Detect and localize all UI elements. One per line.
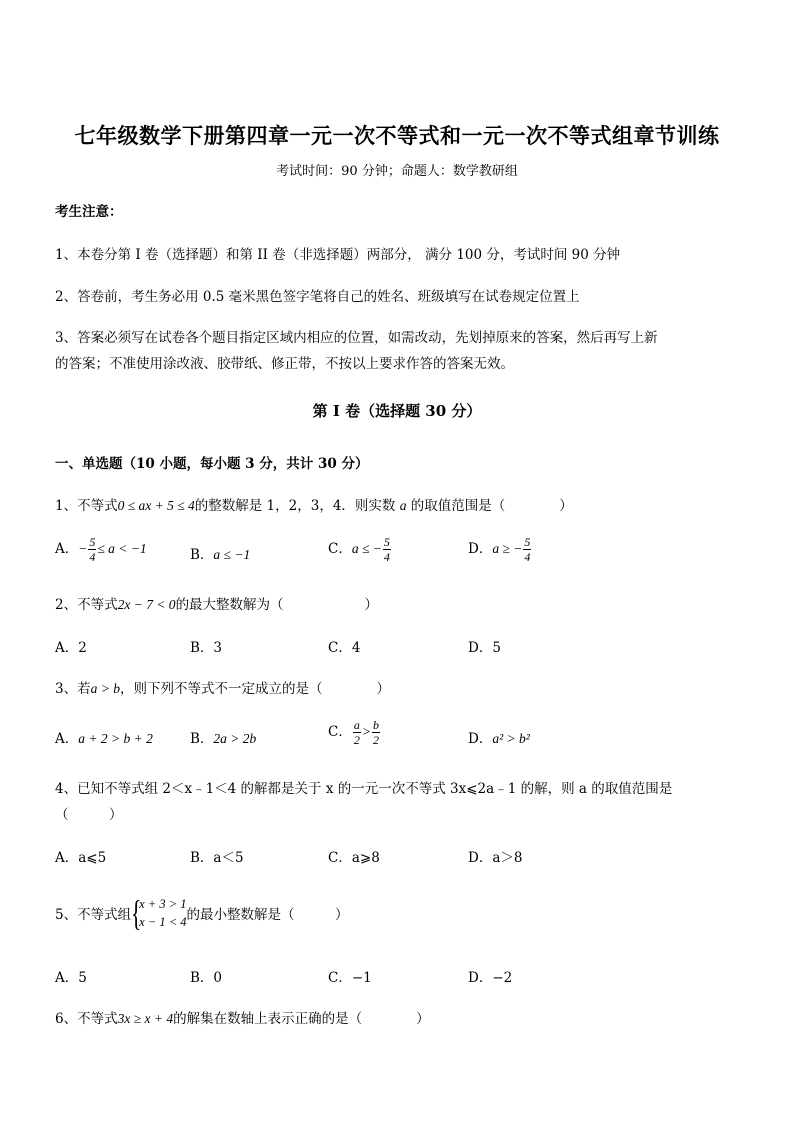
q6-expression: 3x ≥ x + 4 [117,1011,174,1026]
q1-option-b[interactable]: B．a ≤ −1 [190,547,251,563]
notice-heading: 考生注意： [55,204,123,220]
fraction: $\frac{5}{4}$ [89,535,96,564]
q5-option-a[interactable]: A．5 [55,970,87,986]
brace-icon: { [131,893,142,933]
question-2: 2、不等式2x − 7 < 0的最大整数解为（ ） [55,597,379,613]
exam-info: 考试时间：90 分钟；命题人：数学教研组 [276,164,518,179]
q2-option-d[interactable]: D．5 [468,640,501,656]
q4-option-d[interactable]: D．a＞8 [468,850,523,866]
question-5: 5、不等式组 { x + 3 > 1 x − 1 < 4 的最小整数解是（ ） [55,893,349,933]
q3-option-c[interactable]: C． $\frac{a}{2}$ > $\frac{b}{2}$ [328,718,379,747]
q5-option-b[interactable]: B．0 [190,970,223,986]
q3-option-d[interactable]: D．a² > b² [468,731,530,747]
notice-item-3: 3、答案必须写在试卷各个题目指定区域内相应的位置，如需改动，先划掉原来的答案，然后再写上新 [55,330,658,346]
q4-option-c[interactable]: C．a⩾8 [328,850,380,866]
fraction: $\frac{5}{4}$ [383,535,390,564]
question-6: 6、不等式3x ≥ x + 4的解集在数轴上表示正确的是（ ） [55,1011,430,1027]
q4-option-b[interactable]: B．a＜5 [190,850,244,866]
question-4: 4、已知不等式组 2＜x﹣1＜4 的解都是关于 x 的一元一次不等式 3x⩽2a﹣1 的解，则 a 的取值范围是 [55,781,673,797]
fraction: $\frac{a}{2}$ [353,718,360,747]
section-title: 第 I 卷（选择题 30 分） [312,402,482,420]
fraction: $\frac{5}{4}$ [524,535,531,564]
q1-expression: 0 ≤ ax + 5 ≤ 4 [117,498,195,513]
q4-option-a[interactable]: A．a⩽5 [55,850,107,866]
question-3: 3、若a > b，则下列不等式不一定成立的是（ ） [55,681,390,697]
notice-item-3-cont: 的答案；不准使用涂改液、胶带纸、修正带，不按以上要求作答的答案无效。 [55,356,514,372]
q1-option-c[interactable]: C．a ≤ − $\frac{5}{4}$ [328,535,390,564]
q1-option-d[interactable]: D．a ≥ − $\frac{5}{4}$ [468,535,531,564]
q3-option-b[interactable]: B．2a > 2b [190,731,257,747]
question-4-cont: （ ） [55,807,123,823]
q5-option-c[interactable]: C．−1 [328,970,372,986]
page-title: 七年级数学下册第四章一元一次不等式和一元一次不等式组章节训练 [74,123,720,148]
q5-option-d[interactable]: D．−2 [468,970,513,986]
q3-expression: a > b [90,681,120,696]
fraction: $\frac{b}{2}$ [372,718,379,747]
inequality-system: { x + 3 > 1 x − 1 < 4 [131,893,187,933]
q1-option-a[interactable]: A．− $\frac{5}{4}$ ≤ a < −1 [55,535,147,564]
q3-option-a[interactable]: A．a + 2 > b + 2 [55,731,153,747]
q2-expression: 2x − 7 < 0 [117,597,176,612]
q2-option-b[interactable]: B．3 [190,640,223,656]
notice-item-1: 1、本卷分第 I 卷（选择题）和第 II 卷（非选择题）两部分， 满分 100 分，考试时间 90 分钟 [55,247,621,263]
notice-item-2: 2、答卷前，考生务必用 0.5 毫米黑色签字笔将自己的姓名、班级填写在试卷规定位置上 [55,289,580,305]
q2-option-c[interactable]: C．4 [328,640,361,656]
part-heading: 一、单选题（10 小题，每小题 3 分，共计 30 分） [55,456,369,472]
q2-option-a[interactable]: A．2 [55,640,87,656]
question-1: 1、不等式0 ≤ ax + 5 ≤ 4的整数解是 1，2，3，4．则实数 a 的取值范围是（ ） [55,498,573,514]
